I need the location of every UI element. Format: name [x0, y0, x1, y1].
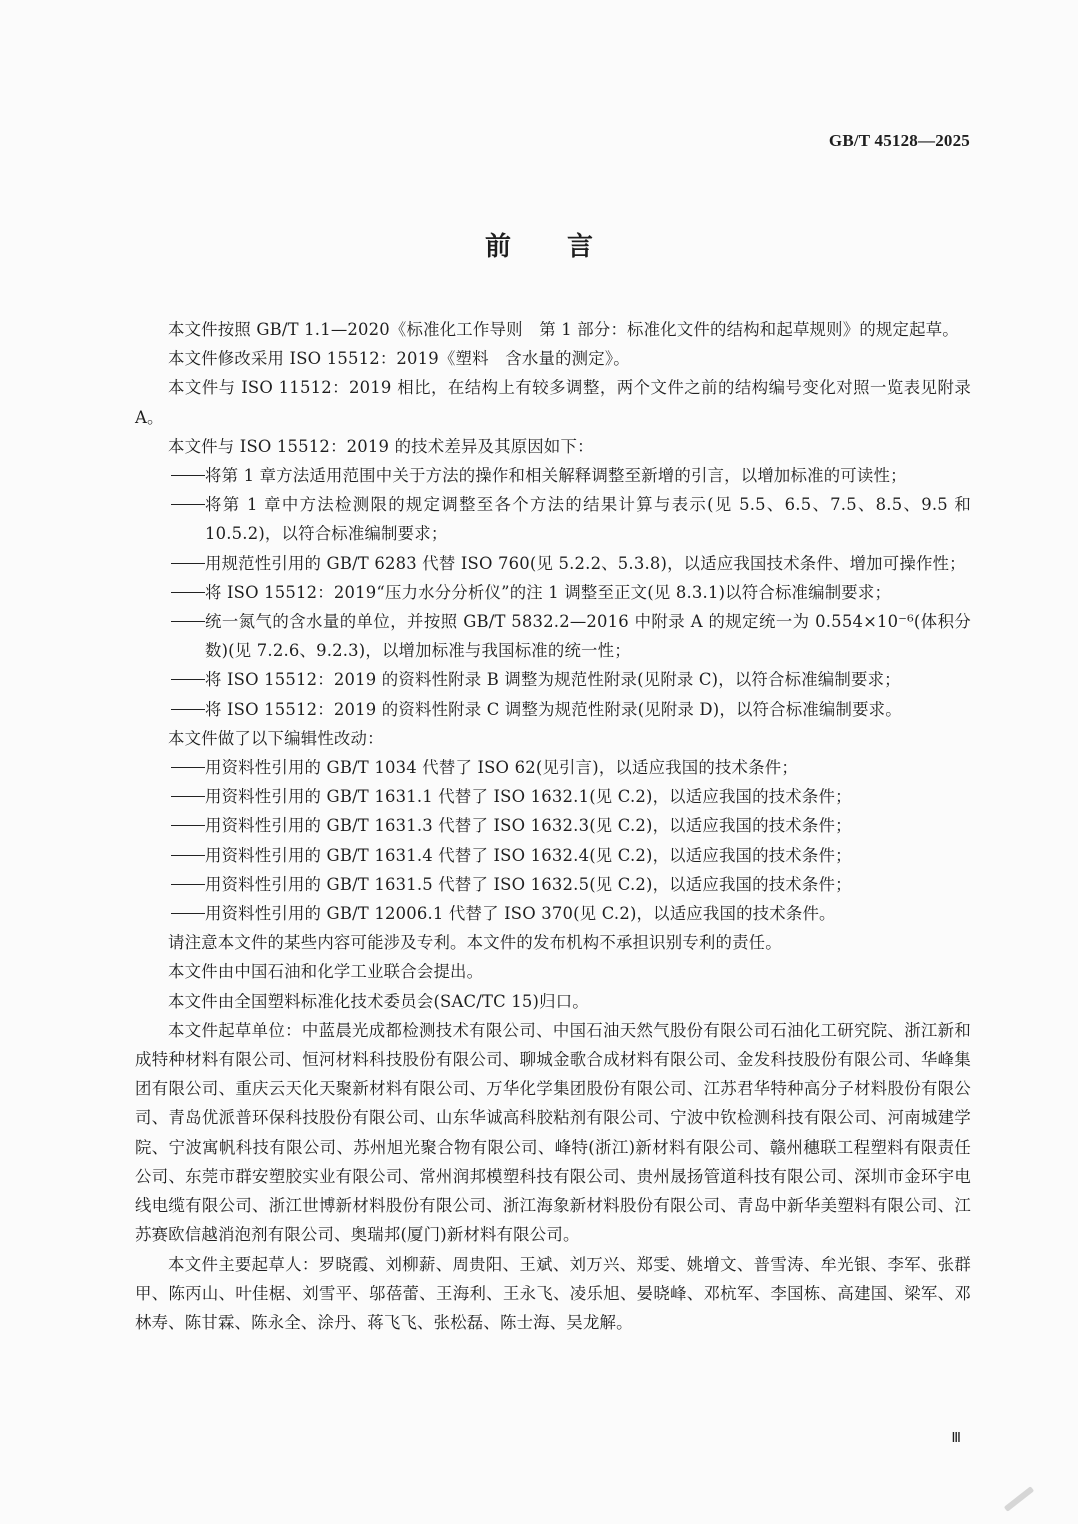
- dash-marker: [171, 913, 205, 914]
- list-item-text: 将 ISO 15512：2019 的资料性附录 B 调整为规范性附录(见附录 C)，以符合标准编制要求；: [205, 670, 901, 690]
- paragraph-drafters: 本文件主要起草人：罗晓霞、刘柳薪、周贵阳、王斌、刘万兴、郑雯、姚增文、普雪涛、牟光银、李军、张群甲、陈丙山、叶佳椐、刘雪平、邬蓓蕾、王海利、王永飞、凌乐旭、晏晓峰、邓杭军、李国栋、高建国、梁军、邓林寿、陈甘霖、陈永全、涂丹、蒋飞飞、张松磊、陈士海、吴龙解。: [135, 1254, 971, 1332]
- list-item-text: 将 ISO 15512：2019 的资料性附录 C 调整为规范性附录(见附录 D)，以符合标准编制要求。: [205, 699, 902, 719]
- list-item: [135, 695, 971, 724]
- dash-marker: [171, 825, 205, 826]
- title-char-2: 言: [567, 232, 594, 262]
- list-item-text: 用规范性引用的 GB/T 6283 代替 ISO 760(见 5.2.2、5.3.8)，以适应我国技术条件、增加可操作性；: [205, 553, 966, 573]
- list-item: [135, 811, 971, 840]
- dash-marker: [171, 767, 205, 768]
- paragraph-patent-notice: 请注意本文件的某些内容可能涉及专利。本文件的发布机构不承担识别专利的责任。: [168, 933, 782, 953]
- list-item: [135, 578, 971, 607]
- list-item: [135, 549, 971, 578]
- list-item-text: 将第 1 章方法适用范围中关于方法的操作和相关解释调整至新增的引言，以增加标准的可读性；: [205, 466, 907, 486]
- dash-marker: [171, 884, 205, 885]
- list-item-text: 将 ISO 15512：2019“压力水分分析仪”的注 1 调整至正文(见 8.3.1)以符合标准编制要求；: [205, 582, 892, 602]
- list-item: [135, 899, 971, 928]
- list-item-text: 将第 1 章中方法检测限的规定调整至各个方法的结果计算与表示(见 5.5、6.5、7.5、8.5、9.5 和 10.5.2)，以符合标准编制要求；: [205, 495, 971, 544]
- paragraph-drafting-rules: 本文件按照 GB/T 1.1—2020《标准化工作导则 第 1 部分：标准化文件的结构和起草规则》的规定起草。: [168, 320, 959, 339]
- dash-marker: [171, 504, 205, 505]
- list-item-text: 用资料性引用的 GB/T 1631.4 代替了 ISO 1632.4(见 C.2)，以适应我国的技术条件；: [205, 845, 852, 865]
- dash-marker: [171, 709, 205, 710]
- list-item-text: 统一氮气的含水量的单位，并按照 GB/T 5832.2—2016 中附录 A 的规定统一为 0.554×10⁻⁶(体积分数)(见 7.2.6、9.2.3)，以增加标准与我国标准的统一性；: [205, 612, 971, 661]
- list-item: [135, 782, 971, 811]
- title-char-1: 前: [484, 232, 511, 262]
- page-number: Ⅲ: [951, 1431, 961, 1446]
- corner-mark: [1004, 1486, 1034, 1512]
- paragraph-drafting-units: 本文件起草单位：中蓝晨光成都检测技术有限公司、中国石油天然气股份有限公司石油化工研究院、浙江新和成特种材料有限公司、恒河材料科技股份有限公司、聊城金歌合成材料有限公司、金发科技股份有限公司、华峰集团有限公司、重庆云天化天聚新材料有限公司、万华化学集团股份有限公司、江苏君华特种高分子材料股份有限公司、青岛优派普环保科技股份有限公司、山东华诚高科胶粘剂有限公司、宁波中钦检测科技有限公司、河南城建学院、宁波寓帆科技有限公司、苏州旭光聚合物有限公司、峰特(浙江)新材料有限公司、赣州穗联工程塑料有限责任公司、东莞市群安塑胶实业有限公司、常州润邦模塑科技有限公司、贵州晟扬管道科技有限公司、深圳市金环宇电线电缆有限公司、浙江世博新材料股份有限公司、浙江海象新材料股份有限公司、青岛中新华美塑料有限公司、江苏赛欧信越消泡剂有限公司、奥瑞邦(厦门)新材料有限公司。: [135, 1020, 971, 1245]
- list-item: [135, 841, 971, 870]
- list-item: [135, 665, 971, 694]
- paragraph-structure: 本文件与 ISO 11512：2019 相比，在结构上有较多调整，两个文件之前的结构编号变化对照一览表见附录 A。: [135, 378, 971, 427]
- dash-marker: [171, 621, 205, 622]
- list-item: [135, 753, 971, 782]
- list-item: [135, 870, 971, 899]
- dash-marker: [171, 592, 205, 593]
- dash-marker: [171, 563, 205, 564]
- dash-marker: [171, 475, 205, 476]
- list-item-text: 用资料性引用的 GB/T 1631.5 代替了 ISO 1632.5(见 C.2)，以适应我国的技术条件；: [205, 874, 852, 894]
- list-item: [135, 607, 971, 665]
- dash-marker: [171, 679, 205, 680]
- list-item-text: 用资料性引用的 GB/T 1631.1 代替了 ISO 1632.1(见 C.2)，以适应我国的技术条件；: [205, 787, 852, 807]
- list-item-text: 用资料性引用的 GB/T 1034 代替了 ISO 62(见引言)，以适应我国的技术条件；: [205, 758, 798, 778]
- dash-marker: [171, 796, 205, 797]
- dash-marker: [171, 855, 205, 856]
- paragraph-committee: 本文件由全国塑料标准化技术委员会(SAC/TC 15)归口。: [168, 991, 589, 1011]
- paragraph-adoption: 本文件修改采用 ISO 15512：2019《塑料 含水量的测定》。: [168, 349, 630, 369]
- list-item-text: 用资料性引用的 GB/T 12006.1 代替了 ISO 370(见 C.2)，以适应我国的技术条件。: [205, 904, 836, 924]
- page-title: [0, 226, 1078, 263]
- foreword-body: [135, 315, 971, 1337]
- standard-code: GB/T 45128—2025: [828, 131, 970, 150]
- paragraph-editorial-intro: 本文件做了以下编辑性改动：: [168, 728, 384, 748]
- paragraph-tech-diff-intro: 本文件与 ISO 15512：2019 的技术差异及其原因如下：: [168, 436, 594, 456]
- paragraph-proposer: 本文件由中国石油和化学工业联合会提出。: [168, 962, 484, 982]
- list-item: [135, 461, 971, 490]
- list-item: [135, 490, 971, 548]
- list-item-text: 用资料性引用的 GB/T 1631.3 代替了 ISO 1632.3(见 C.2)，以适应我国的技术条件；: [205, 816, 852, 836]
